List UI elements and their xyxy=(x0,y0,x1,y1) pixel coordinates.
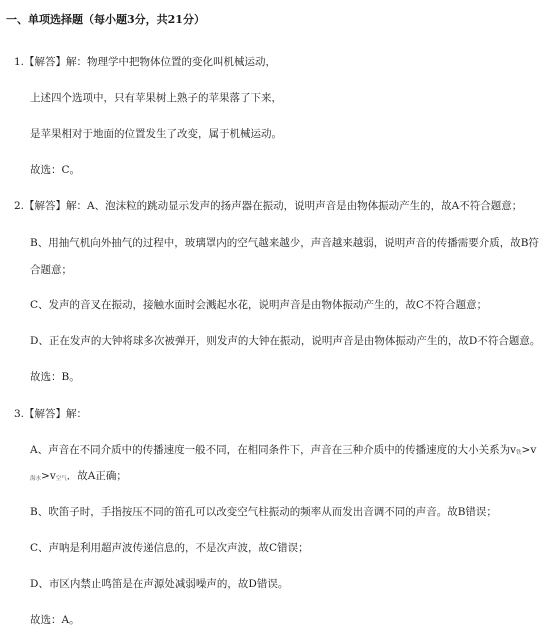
q2-first-line xyxy=(14,199,522,213)
q1-first-line xyxy=(14,55,276,69)
q3-line-a2-end: ．故A正确； xyxy=(66,470,127,482)
q3-tag: 【解答】 xyxy=(24,408,67,420)
q2-line-4: C、发声的音叉在振动，接触水面时会溅起水花，说明声音是由物体振动产生的，故C不符合题意； xyxy=(30,299,488,311)
q3-line-d: D、市区内禁止鸣笛是在声源处减弱噪声的，故D错误。 xyxy=(30,578,289,590)
q1-tag: 【解答】 xyxy=(24,56,67,68)
q1-line-1: 解：物理学中把物体位置的变化叫机械运动， xyxy=(66,56,277,68)
q1-line-3: 是苹果相对于地面的位置发生了改变，属于机械运动。 xyxy=(30,128,282,140)
q3-line-a2-mid: >v xyxy=(41,470,56,482)
q2-line-5: D、正在发声的大钟将球多次被弹开，则发声的大钟在振动，说明声音是由物体振动产生的，故D不符合题意。 xyxy=(30,335,541,347)
q3-sub-air: 空气 xyxy=(55,476,67,482)
q2-tag: 【解答】 xyxy=(24,200,67,212)
section-heading: 一、单项选择题（每小题3分，共21分） xyxy=(6,13,205,26)
q3-first-line xyxy=(14,407,87,421)
q2-answer: 故选：B。 xyxy=(30,371,80,383)
q2-line-3: 合题意； xyxy=(30,264,72,276)
q3-line-a1-text: A、声音在不同介质中的传播速度一般不同，在相同条件下，声音在三种介质中的传播速度的大小关系为v xyxy=(30,444,517,456)
q1-line-2: 上述四个选项中，只有苹果树上熟子的苹果落了下来， xyxy=(30,92,282,104)
q3-answer: 故选：A。 xyxy=(30,614,80,626)
q2-line-1: 解：A、泡沫粒的跳动显示发声的扬声器在振动，说明声音是由物体振动产生的，故A不符合题意； xyxy=(66,200,523,212)
q2-number: 2. xyxy=(14,200,25,212)
q1-number: 1. xyxy=(14,56,25,68)
q3-sub-iron: 铁 xyxy=(516,450,522,456)
q3-sub-seawater: 海水 xyxy=(30,476,42,482)
q2-line-2: B、用抽气机向外抽气的过程中，玻璃罩内的空气越来越少，声音越来越弱，说明声音的传播需要介质，故B符 xyxy=(30,237,539,249)
q3-line-a2 xyxy=(30,469,127,486)
q3-line-a1-end: >v xyxy=(521,444,537,456)
q3-line-a1 xyxy=(30,443,536,460)
q3-line-b: B、吹笛子时，手指按压不同的笛孔可以改变空气柱振动的频率从而发出音调不同的声音。故B错误； xyxy=(30,506,497,518)
q3-intro: 解： xyxy=(66,408,88,420)
q3-line-c: C、声呐是利用超声波传递信息的，不是次声波，故C错误； xyxy=(30,542,309,554)
q1-answer: 故选：C。 xyxy=(30,164,81,176)
q3-number: 3. xyxy=(14,408,25,420)
